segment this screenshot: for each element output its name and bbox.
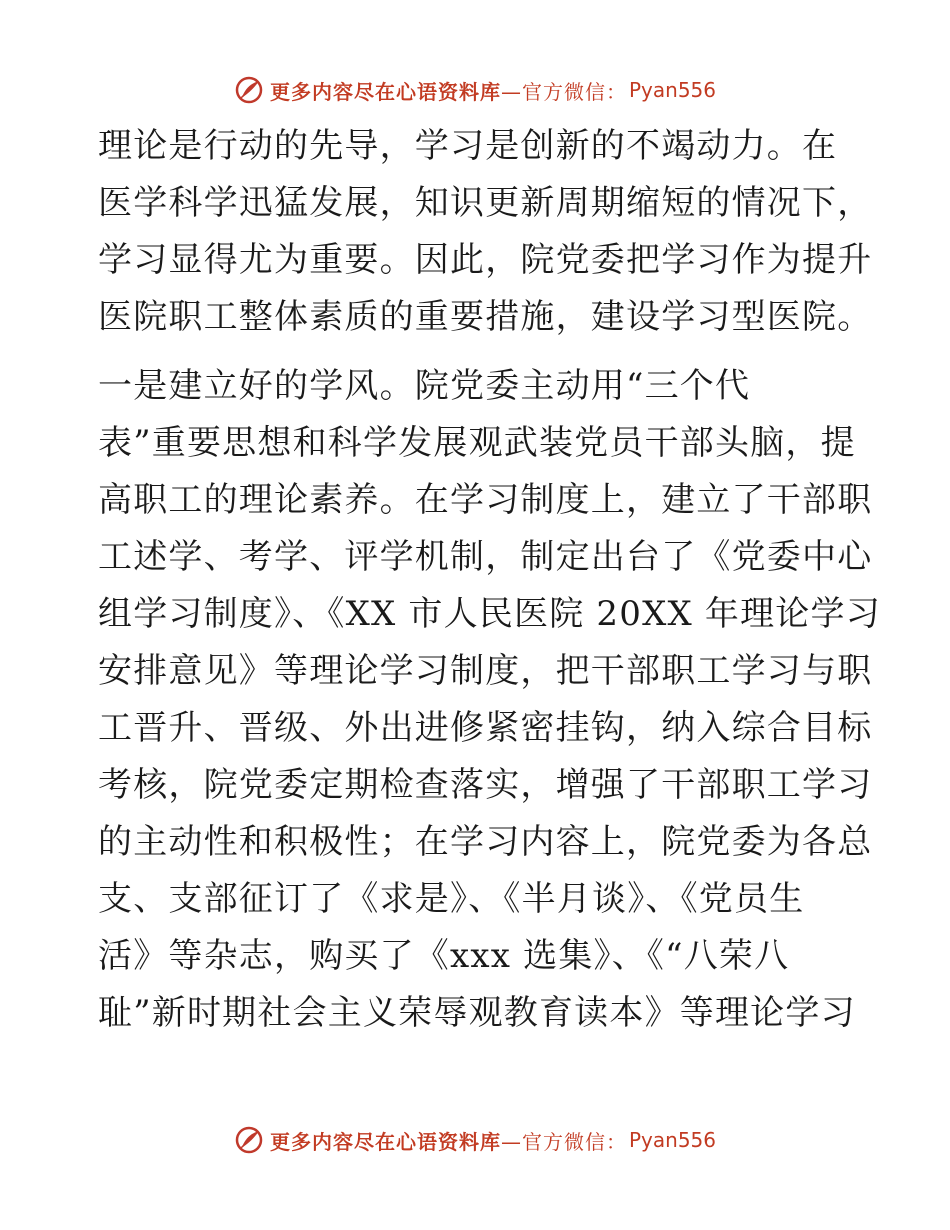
header-brand-text: 更多内容尽在心语资料库 [269,79,501,104]
text-line: 医院职工整体素质的重要措施，建设学习型医院。 [98,297,873,337]
text-line: 耻”新时期社会主义荣辱观教育读本》等理论学习 [98,993,856,1033]
text-line: 工晋升、晋级、外出进修紧密挂钩，纳入综合目标 [98,708,873,748]
header-wechat-id: Pyan556 [628,78,716,102]
text-line: 一是建立好的学风。院党委主动用“三个代 [98,366,751,406]
text-line: 工述学、考学、评学机制，制定出台了《党委中心 [98,537,873,577]
text-line: 表”重要思想和科学发展观武装党员干部头脑，提 [98,423,856,463]
text-line: 支、支部征订了《求是》、《半月谈》、《党员生 [98,879,805,919]
feather-pen-logo-icon [234,1125,264,1155]
feather-pen-logo-icon [234,75,264,105]
text-line: 理论是行动的先导，学习是创新的不竭动力。在 [98,126,838,166]
paragraph-1 [98,118,873,346]
header-banner [0,70,950,110]
footer-contact-label: —官方微信： [500,1129,627,1154]
text-line: 的主动性和积极性；在学习内容上，院党委为各总 [98,822,873,862]
footer-brand-text: 更多内容尽在心语资料库 [269,1129,501,1154]
header-contact-label: —官方微信： [500,79,627,104]
text-line: 学习显得尤为重要。因此，院党委把学习作为提升 [98,240,873,280]
text-line: 医学科学迅猛发展，知识更新周期缩短的情况下， [98,183,873,223]
footer-banner [0,1120,950,1160]
document-body [98,118,881,1042]
footer-wechat-id: Pyan556 [628,1128,716,1152]
text-line: 活》等杂志，购买了《xxx 选集》、《“八荣八 [98,936,790,976]
text-line: 安排意见》等理论学习制度，把干部职工学习与职 [98,651,873,691]
text-line: 考核，院党委定期检查落实，增强了干部职工学习 [98,765,873,805]
paragraph-gap [98,346,858,358]
text-line: 组学习制度》、《XX 市人民医院 20XX 年理论学习 [98,594,881,634]
paragraph-2 [98,358,881,1042]
text-line: 高职工的理论素养。在学习制度上，建立了干部职 [98,480,873,520]
